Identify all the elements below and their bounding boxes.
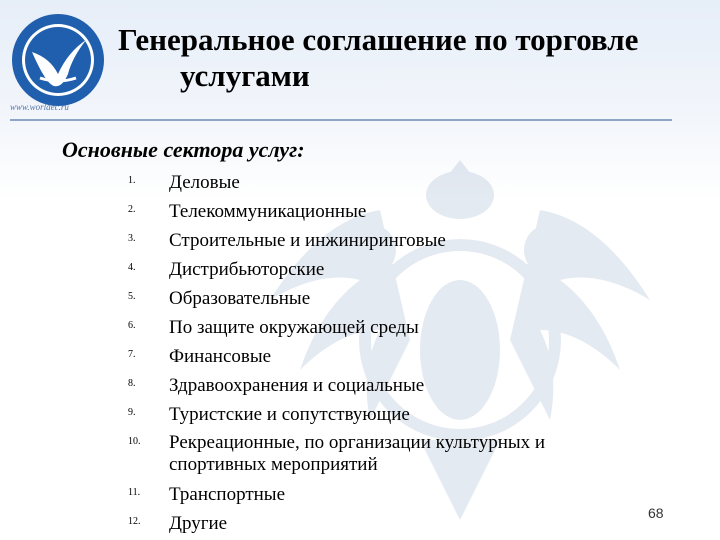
title-line-1: Генеральное соглашение по торговле bbox=[118, 22, 639, 57]
list-item-number: 7. bbox=[128, 349, 136, 360]
list-item bbox=[0, 313, 720, 342]
list-item-number: 5. bbox=[128, 291, 136, 302]
list-item bbox=[0, 400, 720, 429]
list-item-label: Образовательные bbox=[169, 288, 311, 309]
list-item bbox=[0, 371, 720, 400]
title-line-2: услугами bbox=[180, 58, 310, 93]
list-item-number: 8. bbox=[128, 378, 136, 389]
list-item bbox=[0, 342, 720, 371]
list-item bbox=[0, 509, 720, 538]
list-item-label: Финансовые bbox=[169, 346, 272, 367]
list-item-label: Деловые bbox=[169, 172, 240, 193]
list-item-label: Строительные и инжиниринговые bbox=[169, 230, 446, 251]
list-item-number: 9. bbox=[128, 407, 136, 418]
list-item-label: Туристские и сопутствующие bbox=[169, 404, 410, 425]
list-item-number: 10. bbox=[128, 436, 141, 447]
page-number: 68 bbox=[648, 505, 664, 521]
list-item-label: По защите окружающей среды bbox=[169, 317, 419, 338]
list-item-label: Транспортные bbox=[169, 484, 286, 505]
list-item bbox=[0, 226, 720, 255]
list-item-label: Рекреационные, по организации культурных и спортивных мероприятий bbox=[169, 432, 546, 475]
section-subtitle: Основные сектора услуг: bbox=[62, 137, 305, 162]
list-item-number: 12. bbox=[128, 516, 141, 527]
list-item-number: 11. bbox=[128, 487, 141, 498]
site-url: www.worldec.ru bbox=[10, 102, 69, 112]
list-item bbox=[0, 429, 720, 480]
list-item-label: Телекоммуникационные bbox=[169, 201, 367, 222]
page-title bbox=[118, 22, 698, 94]
list-item-number: 2. bbox=[128, 204, 136, 215]
list-item-label: Другие bbox=[169, 513, 228, 534]
list-item bbox=[0, 255, 720, 284]
sector-list bbox=[0, 168, 720, 538]
list-item bbox=[0, 197, 720, 226]
list-item-label: Здравоохранения и социальные bbox=[169, 375, 425, 396]
list-item-number: 4. bbox=[128, 262, 136, 273]
list-item-number: 6. bbox=[128, 320, 136, 331]
list-item bbox=[0, 480, 720, 509]
divider bbox=[10, 119, 672, 121]
list-item-number: 3. bbox=[128, 233, 136, 244]
bird-logo-icon bbox=[10, 12, 106, 108]
list-item-label: Дистрибьюторские bbox=[169, 259, 325, 280]
list-item bbox=[0, 168, 720, 197]
list-item-number: 1. bbox=[128, 175, 136, 186]
list-item bbox=[0, 284, 720, 313]
